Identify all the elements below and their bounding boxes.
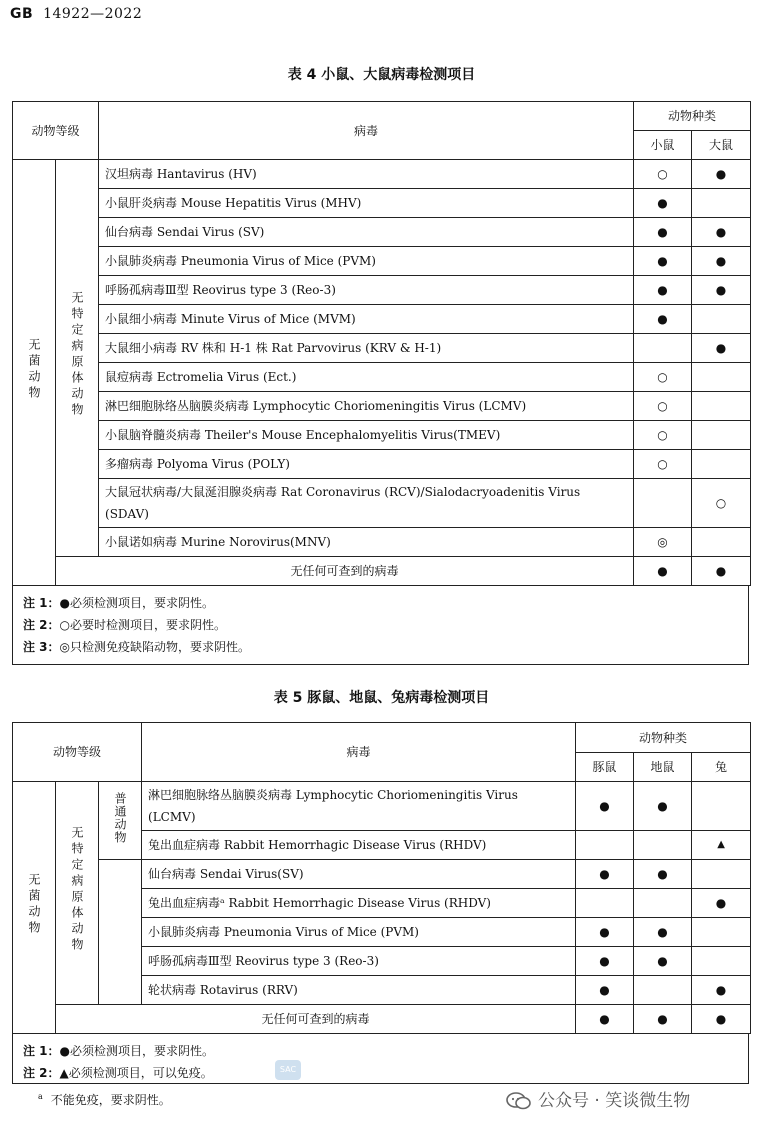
table-cell-mark: ● xyxy=(576,782,634,831)
table-cell-mark: ● xyxy=(634,860,692,889)
table4-header-virus: 病毒 xyxy=(99,102,634,160)
table-cell-mark xyxy=(692,947,751,976)
table4-grade-germfree: 无菌动物 xyxy=(13,160,56,586)
table5-species-guinea-pig: 豚鼠 xyxy=(576,753,634,782)
table-cell-mark: ◎ xyxy=(634,528,692,557)
note: 注 2：▲必须检测项目，可以免疫。 xyxy=(23,1066,213,1080)
table-cell-mark: ● xyxy=(576,918,634,947)
table-cell-mark: ● xyxy=(692,889,751,918)
table-cell-mark xyxy=(634,889,692,918)
standard-code: GB xyxy=(10,6,34,22)
table-row: 小鼠肺炎病毒 Pneumonia Virus of Mice (PVM) xyxy=(142,918,576,947)
table-cell-mark: ● xyxy=(692,557,751,586)
table4-species-mouse: 小鼠 xyxy=(634,131,692,160)
table-cell-mark: ● xyxy=(634,247,692,276)
table5-footnote: $^a$ 不能免疫，要求阴性。 xyxy=(38,1092,171,1107)
table-cell-mark: ○ xyxy=(634,392,692,421)
table-cell-mark xyxy=(576,831,634,860)
table-cell-mark: ● xyxy=(692,247,751,276)
table-row: 小鼠肺炎病毒 Pneumonia Virus of Mice (PVM) xyxy=(99,247,634,276)
note: 注 1：●必须检测项目，要求阴性。 xyxy=(23,1044,215,1058)
table-cell-mark xyxy=(634,831,692,860)
table-row: 小鼠脑脊髓炎病毒 Theiler's Mouse Encephalomyelitis Virus(TMEV) xyxy=(99,421,634,450)
table-row: 淋巴细胞脉络丛脑膜炎病毒 Lymphocytic Choriomeningitis Virus (LCMV) xyxy=(99,392,634,421)
table4-header-species: 动物种类 xyxy=(634,102,751,131)
table-cell-mark: ● xyxy=(692,276,751,305)
table-row: 大鼠细小病毒 RV 株和 H-1 株 Rat Parvovirus (KRV & H-1) xyxy=(99,334,634,363)
table5-grade-conventional-empty xyxy=(99,860,142,1005)
table-row: 兔出血症病毒ᵃ Rabbit Hemorrhagic Disease Virus (RHDV) xyxy=(142,889,576,918)
table-cell-mark: ○ xyxy=(634,450,692,479)
table-row: 兔出血症病毒 Rabbit Hemorrhagic Disease Virus (RHDV) xyxy=(142,831,576,860)
table-cell-mark: ○ xyxy=(634,363,692,392)
table-cell-mark: ● xyxy=(576,947,634,976)
table4-grade-spf: 无特定病原体动物 xyxy=(56,160,99,557)
table-cell-mark: ● xyxy=(692,218,751,247)
table5-grade-germfree: 无菌动物 xyxy=(13,782,56,1034)
table-row: 仙台病毒 Sendai Virus (SV) xyxy=(99,218,634,247)
table-cell-mark: ● xyxy=(634,947,692,976)
table-row: 鼠痘病毒 Ectromelia Virus (Ect.) xyxy=(99,363,634,392)
table5 xyxy=(12,722,751,1034)
table-cell-mark xyxy=(692,528,751,557)
table-row: 呼肠孤病毒Ⅲ型 Reovirus type 3 (Reo-3) xyxy=(142,947,576,976)
table-row: 小鼠诺如病毒 Murine Norovirus(MNV) xyxy=(99,528,634,557)
table4-species-rat: 大鼠 xyxy=(692,131,751,160)
table-cell-mark xyxy=(692,189,751,218)
note: 注 3：◎只检测免疫缺陷动物，要求阴性。 xyxy=(23,640,251,654)
table-cell-mark xyxy=(634,976,692,1005)
table-cell-mark: ● xyxy=(692,160,751,189)
table-cell-mark: ● xyxy=(576,1005,634,1034)
table-cell-mark: ● xyxy=(634,276,692,305)
table5-species-hamster: 地鼠 xyxy=(634,753,692,782)
table4 xyxy=(12,101,751,586)
table-row: 小鼠肝炎病毒 Mouse Hepatitis Virus (MHV) xyxy=(99,189,634,218)
table-cell-mark: ● xyxy=(634,557,692,586)
table-row: 淋巴细胞脉络丛脑膜炎病毒 Lymphocytic Choriomeningitis Virus (LCMV) xyxy=(142,782,576,831)
table5-final-row-label: 无任何可查到的病毒 xyxy=(56,1005,576,1034)
table-cell-mark: ● xyxy=(634,782,692,831)
table-row: 呼肠孤病毒Ⅲ型 Reovirus type 3 (Reo-3) xyxy=(99,276,634,305)
wechat-icon xyxy=(506,1091,532,1111)
table5-grade-spf: 无特定病原体动物 xyxy=(56,782,99,1005)
standard-number: 14922—2022 xyxy=(43,6,143,22)
table-cell-mark: ▲ xyxy=(692,831,751,860)
table4-header-grade: 动物等级 xyxy=(13,102,99,160)
table-cell-mark: ● xyxy=(692,976,751,1005)
table-cell-mark: ● xyxy=(576,976,634,1005)
table-cell-mark xyxy=(576,889,634,918)
table-cell-mark: ● xyxy=(576,860,634,889)
note: 注 2：○必要时检测项目，要求阴性。 xyxy=(23,618,227,632)
table5-header-species: 动物种类 xyxy=(576,723,751,753)
table-cell-mark xyxy=(692,450,751,479)
table5-species-rabbit: 兔 xyxy=(692,753,751,782)
table-cell-mark: ● xyxy=(692,1005,751,1034)
table5-notes xyxy=(12,1034,749,1084)
table-cell-mark xyxy=(634,334,692,363)
table5-caption: 表 5 豚鼠、地鼠、兔病毒检测项目 xyxy=(273,690,490,706)
note: 注 1：●必须检测项目，要求阴性。 xyxy=(23,596,215,610)
table-cell-mark xyxy=(692,918,751,947)
table-cell-mark: ○ xyxy=(634,160,692,189)
page-header xyxy=(10,6,142,22)
table-cell-mark: ● xyxy=(634,218,692,247)
table-cell-mark xyxy=(692,305,751,334)
table-cell-mark xyxy=(692,860,751,889)
table5-grade-conventional: 普通动物 xyxy=(99,782,142,860)
table-cell-mark xyxy=(692,421,751,450)
table-row: 汉坦病毒 Hantavirus (HV) xyxy=(99,160,634,189)
table-cell-mark: ● xyxy=(634,189,692,218)
table-cell-mark xyxy=(692,363,751,392)
table-row: 小鼠细小病毒 Minute Virus of Mice (MVM) xyxy=(99,305,634,334)
table-row: 多瘤病毒 Polyoma Virus (POLY) xyxy=(99,450,634,479)
table4-final-row-label: 无任何可查到的病毒 xyxy=(56,557,634,586)
table-cell-mark: ○ xyxy=(692,479,751,528)
table4-caption: 表 4 小鼠、大鼠病毒检测项目 xyxy=(287,67,476,83)
table-cell-mark xyxy=(692,392,751,421)
table4-notes xyxy=(12,586,749,665)
table-row: 大鼠冠状病毒/大鼠涎泪腺炎病毒 Rat Coronavirus (RCV)/Sialodacryoadenitis Virus (SDAV) xyxy=(99,479,634,528)
table-cell-mark xyxy=(634,479,692,528)
table-cell-mark xyxy=(692,782,751,831)
footnote-mark: a xyxy=(38,1092,43,1101)
table-cell-mark: ● xyxy=(692,334,751,363)
table-cell-mark: ○ xyxy=(634,421,692,450)
table-row: 轮状病毒 Rotavirus (RRV) xyxy=(142,976,576,1005)
table-cell-mark: ● xyxy=(634,1005,692,1034)
sac-stamp-logo: SAC xyxy=(275,1060,301,1080)
table5-header-grade: 动物等级 xyxy=(13,723,142,782)
table-cell-mark: ● xyxy=(634,918,692,947)
table-row: 仙台病毒 Sendai Virus(SV) xyxy=(142,860,576,889)
wechat-watermark: 公众号 · 笑谈微生物 xyxy=(506,1086,690,1111)
table5-header-virus: 病毒 xyxy=(142,723,576,782)
table-cell-mark: ● xyxy=(634,305,692,334)
